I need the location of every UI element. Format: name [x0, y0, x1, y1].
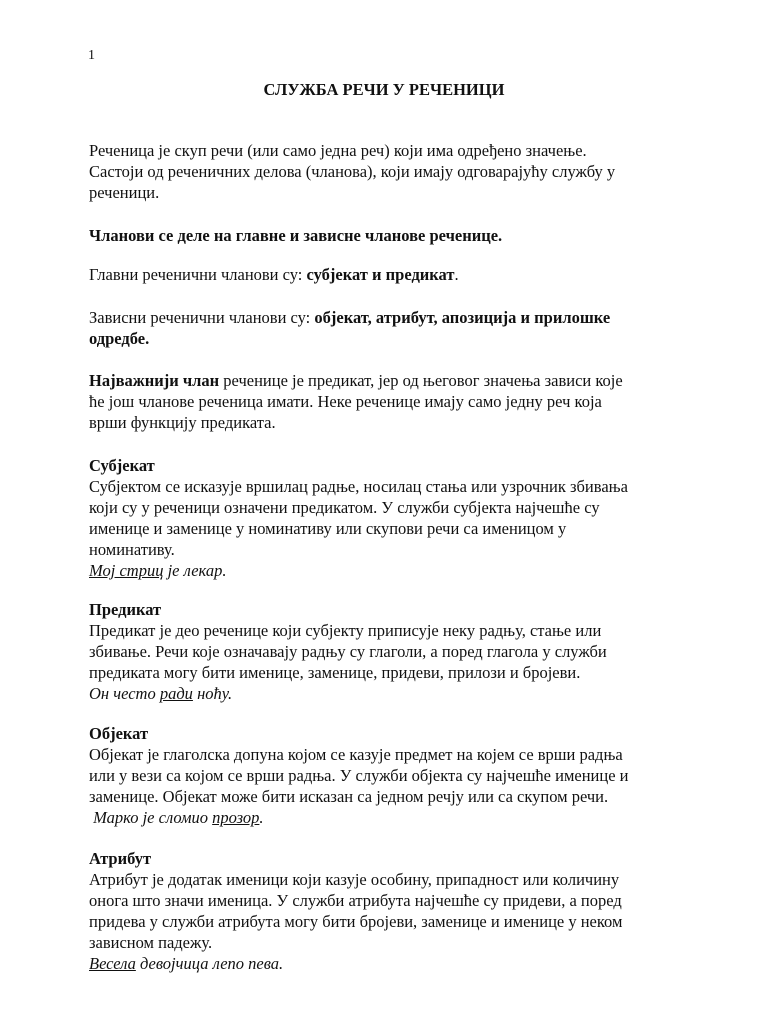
most-important-line: ће још чланове реченица имати. Неке реченице имају само једну реч која — [89, 392, 602, 411]
document-title: СЛУЖБА РЕЧИ У РЕЧЕНИЦИ — [263, 80, 505, 99]
attribute-line: онога што значи именица. У служби атрибута најчешће су придеви, а поред — [89, 891, 622, 910]
main-members-label: Главни реченични чланови су: — [89, 265, 307, 284]
most-important-text: реченице је предикат, јер од његовог значења зависи које — [219, 371, 623, 390]
object-example-after: . — [259, 808, 264, 827]
predicate-example-before: Он често — [89, 684, 160, 703]
object-example-underlined: прозор — [212, 808, 260, 827]
subject-line: номинативу. — [89, 540, 175, 559]
object-example-before: Марко је сломио — [89, 808, 213, 827]
attribute-line: зависном падежу. — [89, 933, 213, 952]
members-heading-paragraph — [89, 225, 689, 246]
section-object — [89, 723, 689, 828]
predicate-example-after: ноћу. — [192, 684, 233, 703]
intro-paragraph — [89, 140, 689, 203]
main-members-paragraph — [89, 264, 689, 285]
predicate-example — [89, 683, 689, 704]
subject-line: Субјектом се исказује вршилац радње, носилац стања или узрочник збивања — [89, 477, 628, 496]
main-members-end: . — [454, 265, 459, 284]
object-example — [89, 807, 689, 828]
most-important-line: врши функцију предиката. — [89, 413, 276, 432]
object-line: Објекат је глаголска допуна којом се казује предмет на којем се врши радња — [89, 745, 623, 764]
section-subject — [89, 455, 689, 581]
section-predicate — [89, 599, 689, 704]
predicate-heading: Предикат — [89, 600, 162, 619]
object-line: заменице. Објекат може бити исказан са једном речју или са скупом речи. — [89, 787, 609, 806]
intro-line: Састоји од реченичних делова (чланова), који имају одговарајућу службу у — [89, 162, 616, 181]
predicate-line: предиката могу бити именице, заменице, придеви, прилози и бројеви. — [89, 663, 581, 682]
attribute-example-underlined: Весела — [89, 954, 136, 973]
dependent-members-label: Зависни реченични чланови су: — [89, 308, 315, 327]
dependent-members-value-cont: одредбе. — [89, 329, 150, 348]
most-important-bold: Најважнији члан — [89, 371, 220, 390]
dependent-members-paragraph — [89, 307, 689, 349]
subject-heading: Субјекат — [89, 456, 155, 475]
intro-line: Реченица је скуп речи (или само једна реч) који има одређено значење. — [89, 141, 587, 160]
intro-line: реченици. — [89, 183, 160, 202]
attribute-example — [89, 953, 689, 974]
subject-line: који су у реченици означени предикатом. У служби субјекта најчешће су — [89, 498, 600, 517]
subject-line: именице и заменице у номинативу или скупови речи са именицом у — [89, 519, 567, 538]
attribute-example-rest: девојчица лепо пева. — [135, 954, 284, 973]
object-heading: Објекат — [89, 724, 149, 743]
main-members-value: субјекат и предикат — [306, 265, 455, 284]
attribute-line: Атрибут је додатак именици који казује особину, припадност или количину — [89, 870, 620, 889]
predicate-line: збивање. Речи које означавају радњу су глаголи, а поред глагола у служби — [89, 642, 607, 661]
attribute-heading: Атрибут — [89, 849, 152, 868]
predicate-example-underlined: ради — [159, 684, 193, 703]
most-important-paragraph — [89, 370, 689, 433]
subject-example-rest: је лекар. — [163, 561, 227, 580]
object-line: или у вези са којом се врши радња. У служби објекта су најчешће именице и — [89, 766, 629, 785]
page-number: 1 — [88, 48, 95, 63]
subject-example — [89, 560, 689, 581]
subject-example-underlined: Мој стриц — [89, 561, 164, 580]
predicate-line: Предикат је део реченице који субјекту приписује неку радњу, стање или — [89, 621, 602, 640]
attribute-line: придева у служби атрибута могу бити бројеви, заменице и именице у неком — [89, 912, 623, 931]
members-heading: Чланови се деле на главне и зависне чланове реченице. — [89, 226, 503, 245]
section-attribute — [89, 848, 689, 974]
dependent-members-value: објекат, атрибут, апозиција и прилошке — [314, 308, 611, 327]
